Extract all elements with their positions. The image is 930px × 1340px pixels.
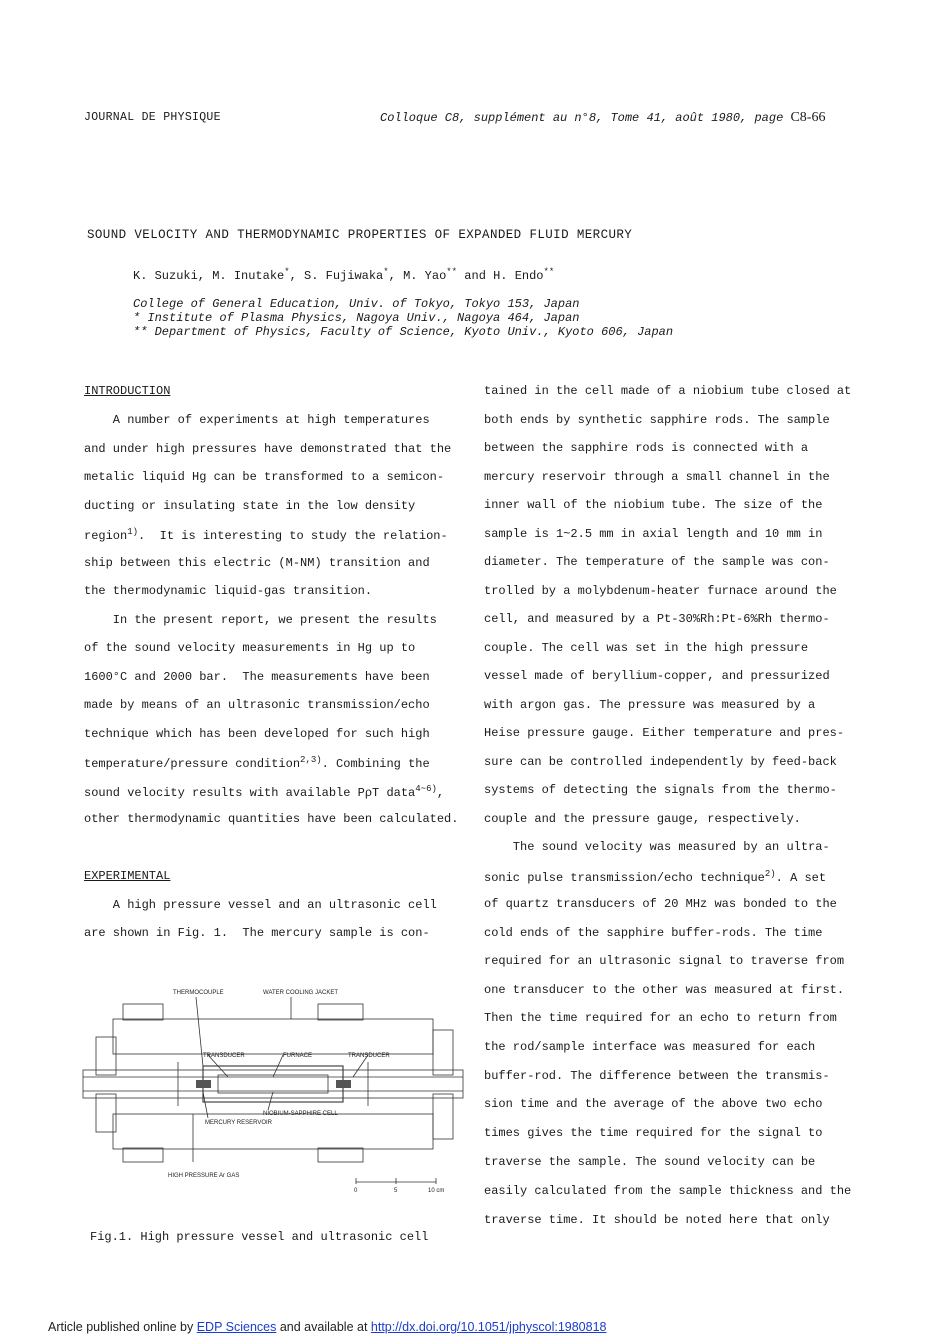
end-cap-right-bottom xyxy=(433,1094,453,1139)
paper-title: SOUND VELOCITY AND THERMODYNAMIC PROPERTIES OF EXPANDED FLUID MERCURY xyxy=(87,228,633,242)
scale-label-5: 5 xyxy=(394,1188,398,1194)
text-line: sion time and the average of the above two echo xyxy=(484,1097,823,1111)
section-heading-introduction: INTRODUCTION xyxy=(84,384,171,398)
text-line xyxy=(84,527,448,543)
text-line: traverse time. It should be noted here that only xyxy=(484,1213,830,1227)
vessel-top xyxy=(113,1019,433,1054)
text-line: inner wall of the niobium tube. The size of the xyxy=(484,498,823,512)
text-line: cell, and measured by a Pt-30%Rh:Pt-6%Rh thermo- xyxy=(484,612,830,626)
apparatus-figure xyxy=(78,982,468,1197)
text-line: diameter. The temperature of the sample was con- xyxy=(484,555,830,569)
text-line xyxy=(84,755,430,771)
flange-right-bottom xyxy=(318,1148,363,1162)
publisher-link[interactable]: EDP Sciences xyxy=(196,1320,277,1334)
scale-label-0: 0 xyxy=(354,1188,358,1194)
text-line: metalic liquid Hg can be transformed to a semicon- xyxy=(84,470,445,484)
label-water-jacket: WATER COOLING JACKET xyxy=(263,990,339,996)
text-line: sample is 1~2.5 mm in axial length and 10 mm in xyxy=(484,527,823,541)
text-line: the rod/sample interface was measured for each xyxy=(484,1040,816,1054)
figure-caption: Fig.1. High pressure vessel and ultrasonic cell xyxy=(90,1230,429,1244)
text-line: trolled by a molybdenum-heater furnace around the xyxy=(484,584,837,598)
text-line xyxy=(484,869,826,885)
author-mark: ** xyxy=(446,267,458,277)
text-line: other thermodynamic quantities have been calculated. xyxy=(84,812,459,826)
text-line: Then the time required for an echo to return from xyxy=(484,1011,837,1025)
text-line: required for an ultrasonic signal to traverse from xyxy=(484,954,845,968)
author-2: , S. Fujiwaka xyxy=(289,269,384,283)
text-fragment: sonic pulse transmission/echo technique xyxy=(484,871,765,885)
text-fragment: . It is interesting to study the relation- xyxy=(138,529,448,543)
footer-prefix: Article published online by xyxy=(48,1320,197,1334)
furnace xyxy=(203,1066,343,1102)
label-transducer-left: TRANSDUCER xyxy=(203,1053,245,1059)
text-line: Heise pressure gauge. Either temperature and pres- xyxy=(484,726,845,740)
central-bore xyxy=(83,1070,463,1098)
label-furnace: FURNACE xyxy=(283,1053,313,1059)
reference-mark: 4~6) xyxy=(415,784,437,794)
text-line: buffer-rod. The difference between the transmis- xyxy=(484,1069,830,1083)
text-fragment: sound velocity results with available PρT data xyxy=(84,786,416,800)
page-number: C8-66 xyxy=(790,110,826,125)
text-line: couple and the pressure gauge, respectively. xyxy=(484,812,801,826)
section-heading-experimental: EXPERIMENTAL xyxy=(84,869,171,883)
author-mark: * xyxy=(383,267,389,277)
text-line: tained in the cell made of a niobium tube closed at xyxy=(484,384,852,398)
text-line: with argon gas. The pressure was measured by a xyxy=(484,698,816,712)
label-thermocouple: THERMOCOUPLE xyxy=(173,990,224,996)
text-line: In the present report, we present the results xyxy=(84,613,437,627)
text-fragment: . A set xyxy=(775,871,827,885)
text-line xyxy=(84,784,444,800)
text-line: A high pressure vessel and an ultrasonic cell xyxy=(84,898,437,912)
text-line: The sound velocity was measured by an ultra- xyxy=(484,840,830,854)
flange-left-bottom xyxy=(123,1148,163,1162)
niobium-sapphire-cell xyxy=(218,1075,328,1093)
text-line: are shown in Fig. 1. The mercury sample is con- xyxy=(84,926,430,940)
text-line: of the sound velocity measurements in Hg up to xyxy=(84,641,416,655)
author-mark: * xyxy=(284,267,290,277)
author-1: K. Suzuki, M. Inutake xyxy=(133,269,285,283)
text-line: one transducer to the other was measured at first. xyxy=(484,983,845,997)
reference-mark: 1) xyxy=(127,527,139,537)
text-line: traverse the sample. The sound velocity can be xyxy=(484,1155,816,1169)
text-line: A number of experiments at high temperatures xyxy=(84,413,430,427)
transducer-right xyxy=(336,1080,351,1088)
text-line: sure can be controlled independently by feed-back xyxy=(484,755,837,769)
citation xyxy=(380,110,825,126)
text-fragment: . Combining the xyxy=(321,757,430,771)
author-4: and H. Endo xyxy=(457,269,544,283)
text-line: of quartz transducers of 20 MHz was bonded to the xyxy=(484,897,837,911)
publication-footer xyxy=(48,1320,606,1334)
vessel-bottom xyxy=(113,1114,433,1149)
text-fragment: region xyxy=(84,529,128,543)
text-line: cold ends of the sapphire buffer-rods. The time xyxy=(484,926,823,940)
text-line: couple. The cell was set in the high pressure xyxy=(484,641,809,655)
text-line: made by means of an ultrasonic transmission/echo xyxy=(84,698,430,712)
label-cell: NIOBIUM-SAPPHIRE CELL xyxy=(263,1111,338,1117)
flange-right-top xyxy=(318,1004,363,1020)
text-line: ship between this electric (M-NM) transition and xyxy=(84,556,430,570)
author-list xyxy=(133,267,554,283)
text-line: the thermodynamic liquid-gas transition. xyxy=(84,584,373,598)
doi-link[interactable]: http://dx.doi.org/10.1051/jphyscol:1980818 xyxy=(370,1320,607,1334)
text-line: ducting or insulating state in the low density xyxy=(84,499,416,513)
label-gas: HIGH PRESSURE Ar GAS xyxy=(168,1173,240,1179)
affiliation-2: * Institute of Plasma Physics, Nagoya Univ., Nagoya 464, Japan xyxy=(133,311,580,325)
affiliation-1: College of General Education, Univ. of Tokyo, Tokyo 153, Japan xyxy=(133,297,580,311)
text-line: and under high pressures have demonstrated that the xyxy=(84,442,452,456)
text-line: both ends by synthetic sapphire rods. The sample xyxy=(484,413,830,427)
text-line: times gives the time required for the signal to xyxy=(484,1126,823,1140)
text-line: mercury reservoir through a small channel in the xyxy=(484,470,830,484)
footer-middle: and available at xyxy=(276,1320,371,1334)
text-line: technique which has been developed for such high xyxy=(84,727,430,741)
text-line: systems of detecting the signals from the thermo- xyxy=(484,783,837,797)
author-mark: ** xyxy=(543,267,555,277)
reference-mark: 2) xyxy=(764,869,776,879)
label-reservoir: MERCURY RESERVOIR xyxy=(205,1120,273,1126)
author-3: , M. Yao xyxy=(388,269,447,283)
scale-label-10: 10 cm xyxy=(428,1188,445,1194)
reference-mark: 2,3) xyxy=(300,755,322,765)
flange-left-top xyxy=(123,1004,163,1020)
citation-text: Colloque C8, supplément au n°8, Tome 41, août 1980, page xyxy=(380,111,784,125)
text-fragment: , xyxy=(436,786,445,800)
text-line: between the sapphire rods is connected with a xyxy=(484,441,809,455)
end-cap-right xyxy=(433,1030,453,1075)
text-line: easily calculated from the sample thickness and the xyxy=(484,1184,852,1198)
text-fragment: temperature/pressure condition xyxy=(84,757,301,771)
text-line: vessel made of beryllium-copper, and pressurized xyxy=(484,669,830,683)
journal-name: JOURNAL DE PHYSIQUE xyxy=(84,111,221,124)
text-line: 1600°C and 2000 bar. The measurements have been xyxy=(84,670,430,684)
label-transducer-right: TRANSDUCER xyxy=(348,1053,390,1059)
affiliation-3: ** Department of Physics, Faculty of Science, Kyoto Univ., Kyoto 606, Japan xyxy=(133,325,674,339)
transducer-left xyxy=(196,1080,211,1088)
